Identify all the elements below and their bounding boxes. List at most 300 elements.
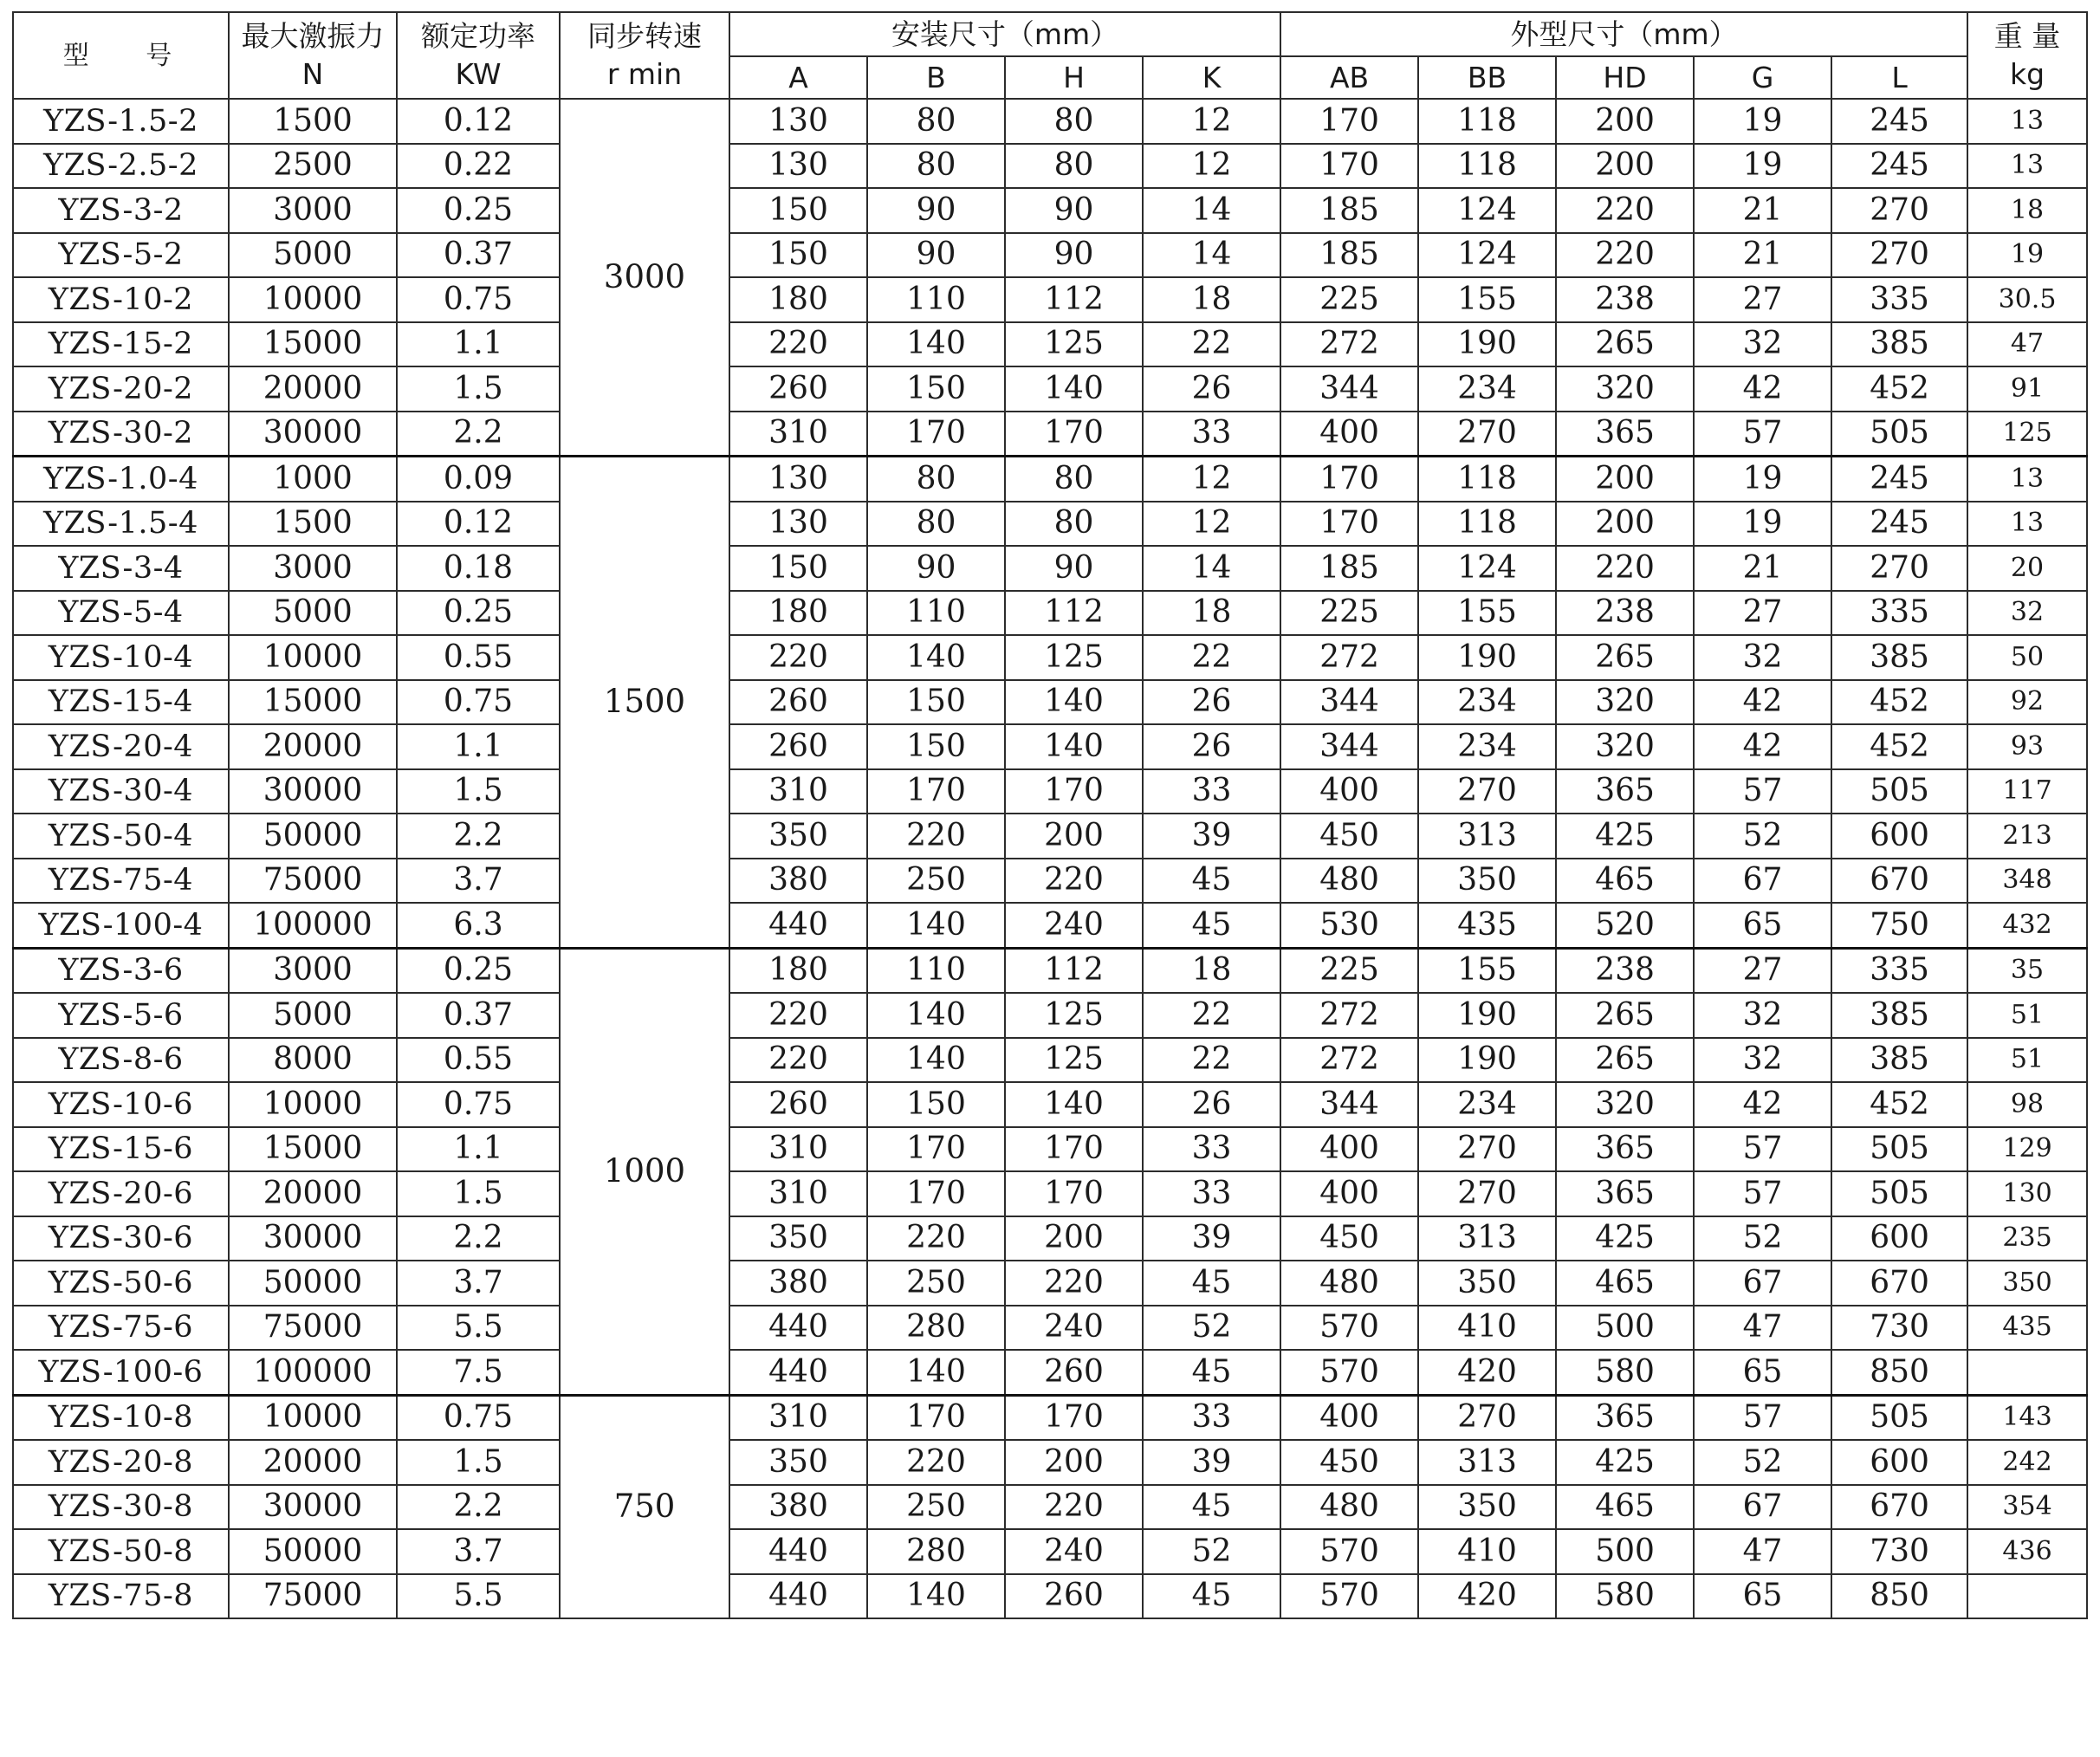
table-row	[13, 814, 2087, 859]
cell-bb: 190	[1418, 322, 1556, 367]
cell-l: 270	[1831, 546, 1967, 591]
cell-bb: 270	[1418, 412, 1556, 457]
cell-k: 45	[1143, 903, 1280, 948]
cell-weight: 13	[1967, 99, 2087, 144]
cell-g: 52	[1694, 1440, 1831, 1485]
cell-speed: 750	[560, 1395, 729, 1618]
cell-hd: 220	[1556, 233, 1694, 278]
cell-weight: 19	[1967, 233, 2087, 278]
cell-max-force: 30000	[229, 1485, 397, 1530]
cell-a: 220	[729, 993, 867, 1038]
cell-bb: 313	[1418, 1216, 1556, 1261]
cell-a: 440	[729, 1529, 867, 1574]
cell-k: 33	[1143, 1395, 1280, 1440]
cell-b: 170	[867, 1395, 1005, 1440]
cell-bb: 118	[1418, 99, 1556, 144]
cell-hd: 238	[1556, 591, 1694, 636]
cell-power: 0.37	[397, 993, 560, 1038]
cell-model: YZS-75-8	[13, 1574, 229, 1619]
table-row	[13, 635, 2087, 680]
cell-speed: 1000	[560, 948, 729, 1395]
cell-l: 385	[1831, 635, 1967, 680]
cell-model: YZS-15-2	[13, 322, 229, 367]
table-row	[13, 1574, 2087, 1619]
cell-weight: 13	[1967, 144, 2087, 189]
cell-model: YZS-100-4	[13, 903, 229, 948]
cell-l: 335	[1831, 277, 1967, 322]
cell-g: 19	[1694, 144, 1831, 189]
header-col-g: G	[1694, 56, 1831, 99]
cell-l: 452	[1831, 680, 1967, 725]
cell-weight: 30.5	[1967, 277, 2087, 322]
cell-ab: 530	[1280, 903, 1418, 948]
cell-power: 0.55	[397, 1038, 560, 1083]
cell-k: 14	[1143, 188, 1280, 233]
cell-l: 670	[1831, 1261, 1967, 1306]
cell-k: 33	[1143, 1127, 1280, 1172]
cell-b: 80	[867, 144, 1005, 189]
cell-hd: 580	[1556, 1574, 1694, 1619]
cell-k: 18	[1143, 277, 1280, 322]
cell-l: 385	[1831, 1038, 1967, 1083]
cell-power: 5.5	[397, 1574, 560, 1619]
cell-power: 0.75	[397, 1082, 560, 1127]
cell-hd: 465	[1556, 1261, 1694, 1306]
table-row	[13, 233, 2087, 278]
cell-g: 27	[1694, 277, 1831, 322]
cell-power: 0.55	[397, 635, 560, 680]
cell-ab: 170	[1280, 144, 1418, 189]
cell-power: 2.2	[397, 1485, 560, 1530]
cell-ab: 570	[1280, 1574, 1418, 1619]
cell-a: 350	[729, 1440, 867, 1485]
cell-bb: 350	[1418, 1261, 1556, 1306]
table-row	[13, 1350, 2087, 1395]
cell-max-force: 15000	[229, 322, 397, 367]
cell-power: 0.75	[397, 1395, 560, 1440]
cell-h: 80	[1005, 502, 1143, 547]
cell-b: 140	[867, 1350, 1005, 1395]
cell-a: 380	[729, 1261, 867, 1306]
cell-a: 150	[729, 233, 867, 278]
cell-weight: 435	[1967, 1306, 2087, 1351]
header-col-b: B	[867, 56, 1005, 99]
spec-table-body	[13, 99, 2087, 1618]
header-col-bb: BB	[1418, 56, 1556, 99]
cell-a: 310	[729, 1127, 867, 1172]
cell-power: 1.5	[397, 366, 560, 412]
cell-b: 170	[867, 412, 1005, 457]
cell-l: 452	[1831, 1082, 1967, 1127]
cell-l: 270	[1831, 233, 1967, 278]
cell-hd: 365	[1556, 412, 1694, 457]
cell-max-force: 1000	[229, 457, 397, 502]
cell-k: 22	[1143, 635, 1280, 680]
cell-k: 14	[1143, 546, 1280, 591]
header-max-force-unit: N	[301, 57, 324, 91]
cell-bb: 124	[1418, 233, 1556, 278]
cell-max-force: 30000	[229, 1216, 397, 1261]
cell-ab: 272	[1280, 1038, 1418, 1083]
cell-b: 220	[867, 814, 1005, 859]
cell-max-force: 75000	[229, 1306, 397, 1351]
cell-weight: 32	[1967, 591, 2087, 636]
cell-bb: 155	[1418, 591, 1556, 636]
table-row	[13, 1171, 2087, 1216]
cell-max-force: 100000	[229, 1350, 397, 1395]
cell-max-force: 10000	[229, 1395, 397, 1440]
cell-a: 310	[729, 769, 867, 814]
cell-g: 67	[1694, 1485, 1831, 1530]
cell-max-force: 75000	[229, 1574, 397, 1619]
cell-bb: 190	[1418, 993, 1556, 1038]
cell-weight: 18	[1967, 188, 2087, 233]
header-col-a: A	[729, 56, 867, 99]
cell-h: 80	[1005, 144, 1143, 189]
cell-weight	[1967, 1350, 2087, 1395]
cell-power: 0.25	[397, 948, 560, 993]
table-row	[13, 412, 2087, 457]
cell-power: 2.2	[397, 1216, 560, 1261]
cell-max-force: 100000	[229, 903, 397, 948]
cell-power: 0.12	[397, 502, 560, 547]
cell-b: 140	[867, 1574, 1005, 1619]
table-row	[13, 144, 2087, 189]
table-row	[13, 457, 2087, 502]
cell-weight: 125	[1967, 412, 2087, 457]
cell-a: 220	[729, 1038, 867, 1083]
table-row	[13, 993, 2087, 1038]
cell-ab: 400	[1280, 412, 1418, 457]
cell-b: 80	[867, 457, 1005, 502]
cell-max-force: 50000	[229, 814, 397, 859]
cell-hd: 365	[1556, 1395, 1694, 1440]
table-row	[13, 724, 2087, 769]
header-speed-unit: r min	[606, 57, 683, 91]
cell-l: 600	[1831, 1216, 1967, 1261]
cell-g: 57	[1694, 1395, 1831, 1440]
cell-ab: 400	[1280, 1171, 1418, 1216]
cell-ab: 480	[1280, 1261, 1418, 1306]
cell-a: 180	[729, 948, 867, 993]
cell-weight: 92	[1967, 680, 2087, 725]
cell-hd: 265	[1556, 993, 1694, 1038]
cell-bb: 270	[1418, 769, 1556, 814]
cell-l: 452	[1831, 724, 1967, 769]
cell-h: 140	[1005, 366, 1143, 412]
cell-weight: 432	[1967, 903, 2087, 948]
cell-h: 200	[1005, 1440, 1143, 1485]
cell-k: 45	[1143, 859, 1280, 904]
cell-g: 47	[1694, 1306, 1831, 1351]
cell-model: YZS-5-4	[13, 591, 229, 636]
cell-max-force: 5000	[229, 591, 397, 636]
cell-h: 112	[1005, 277, 1143, 322]
cell-model: YZS-10-2	[13, 277, 229, 322]
table-row	[13, 1440, 2087, 1485]
cell-k: 12	[1143, 144, 1280, 189]
cell-model: YZS-2.5-2	[13, 144, 229, 189]
cell-k: 52	[1143, 1306, 1280, 1351]
cell-b: 140	[867, 322, 1005, 367]
cell-k: 12	[1143, 99, 1280, 144]
cell-power: 0.37	[397, 233, 560, 278]
cell-g: 19	[1694, 502, 1831, 547]
cell-bb: 190	[1418, 635, 1556, 680]
cell-bb: 313	[1418, 814, 1556, 859]
cell-model: YZS-30-6	[13, 1216, 229, 1261]
cell-l: 505	[1831, 1395, 1967, 1440]
cell-a: 440	[729, 1306, 867, 1351]
cell-hd: 265	[1556, 635, 1694, 680]
cell-hd: 465	[1556, 859, 1694, 904]
cell-h: 80	[1005, 457, 1143, 502]
cell-k: 26	[1143, 680, 1280, 725]
cell-power: 5.5	[397, 1306, 560, 1351]
cell-model: YZS-50-6	[13, 1261, 229, 1306]
cell-h: 125	[1005, 635, 1143, 680]
cell-ab: 450	[1280, 814, 1418, 859]
cell-a: 310	[729, 412, 867, 457]
cell-l: 245	[1831, 502, 1967, 547]
cell-l: 505	[1831, 1171, 1967, 1216]
cell-hd: 425	[1556, 1440, 1694, 1485]
cell-b: 80	[867, 502, 1005, 547]
cell-b: 170	[867, 1171, 1005, 1216]
cell-power: 2.2	[397, 814, 560, 859]
cell-hd: 320	[1556, 366, 1694, 412]
cell-b: 140	[867, 993, 1005, 1038]
cell-a: 440	[729, 1350, 867, 1395]
cell-g: 57	[1694, 1171, 1831, 1216]
cell-hd: 320	[1556, 680, 1694, 725]
cell-b: 280	[867, 1306, 1005, 1351]
cell-power: 0.25	[397, 591, 560, 636]
cell-model: YZS-15-6	[13, 1127, 229, 1172]
cell-b: 150	[867, 366, 1005, 412]
header-power	[397, 12, 560, 99]
cell-g: 52	[1694, 1216, 1831, 1261]
cell-k: 45	[1143, 1350, 1280, 1395]
cell-b: 140	[867, 635, 1005, 680]
cell-weight	[1967, 1574, 2087, 1619]
cell-bb: 270	[1418, 1395, 1556, 1440]
cell-model: YZS-8-6	[13, 1038, 229, 1083]
cell-ab: 570	[1280, 1350, 1418, 1395]
cell-hd: 320	[1556, 724, 1694, 769]
table-row	[13, 1127, 2087, 1172]
table-row	[13, 903, 2087, 948]
cell-ab: 185	[1280, 233, 1418, 278]
cell-ab: 344	[1280, 724, 1418, 769]
cell-model: YZS-20-8	[13, 1440, 229, 1485]
cell-model: YZS-15-4	[13, 680, 229, 725]
cell-max-force: 8000	[229, 1038, 397, 1083]
cell-power: 7.5	[397, 1350, 560, 1395]
cell-l: 245	[1831, 99, 1967, 144]
cell-b: 90	[867, 233, 1005, 278]
header-col-hd: HD	[1556, 56, 1694, 99]
cell-model: YZS-3-2	[13, 188, 229, 233]
cell-b: 250	[867, 1261, 1005, 1306]
cell-g: 67	[1694, 1261, 1831, 1306]
cell-bb: 350	[1418, 859, 1556, 904]
cell-model: YZS-3-6	[13, 948, 229, 993]
cell-max-force: 30000	[229, 412, 397, 457]
cell-a: 380	[729, 1485, 867, 1530]
cell-a: 150	[729, 188, 867, 233]
cell-g: 67	[1694, 859, 1831, 904]
cell-a: 310	[729, 1171, 867, 1216]
cell-a: 260	[729, 1082, 867, 1127]
table-row	[13, 1485, 2087, 1530]
cell-h: 140	[1005, 1082, 1143, 1127]
cell-k: 22	[1143, 1038, 1280, 1083]
cell-power: 0.09	[397, 457, 560, 502]
cell-model: YZS-20-6	[13, 1171, 229, 1216]
cell-h: 112	[1005, 591, 1143, 636]
cell-a: 180	[729, 277, 867, 322]
cell-power: 2.2	[397, 412, 560, 457]
cell-max-force: 50000	[229, 1261, 397, 1306]
cell-l: 850	[1831, 1574, 1967, 1619]
table-row	[13, 1038, 2087, 1083]
cell-weight: 91	[1967, 366, 2087, 412]
cell-power: 6.3	[397, 903, 560, 948]
cell-bb: 234	[1418, 366, 1556, 412]
cell-h: 220	[1005, 1261, 1143, 1306]
cell-l: 335	[1831, 591, 1967, 636]
table-row	[13, 1216, 2087, 1261]
header-max-force-title: 最大激振力	[241, 19, 385, 53]
cell-ab: 570	[1280, 1306, 1418, 1351]
cell-k: 39	[1143, 814, 1280, 859]
cell-weight: 35	[1967, 948, 2087, 993]
cell-g: 19	[1694, 99, 1831, 144]
cell-max-force: 3000	[229, 188, 397, 233]
cell-g: 65	[1694, 1350, 1831, 1395]
cell-model: YZS-50-4	[13, 814, 229, 859]
cell-max-force: 10000	[229, 1082, 397, 1127]
cell-ab: 480	[1280, 859, 1418, 904]
cell-g: 57	[1694, 412, 1831, 457]
cell-h: 170	[1005, 769, 1143, 814]
cell-bb: 190	[1418, 1038, 1556, 1083]
cell-ab: 225	[1280, 591, 1418, 636]
cell-a: 350	[729, 814, 867, 859]
cell-max-force: 75000	[229, 859, 397, 904]
header-col-k: K	[1143, 56, 1280, 99]
cell-model: YZS-75-6	[13, 1306, 229, 1351]
header-col-h: H	[1005, 56, 1143, 99]
cell-a: 130	[729, 502, 867, 547]
cell-hd: 200	[1556, 99, 1694, 144]
cell-max-force: 15000	[229, 1127, 397, 1172]
cell-a: 180	[729, 591, 867, 636]
cell-l: 245	[1831, 457, 1967, 502]
cell-weight: 20	[1967, 546, 2087, 591]
cell-ab: 170	[1280, 457, 1418, 502]
cell-ab: 400	[1280, 769, 1418, 814]
cell-k: 22	[1143, 322, 1280, 367]
cell-g: 21	[1694, 546, 1831, 591]
cell-hd: 220	[1556, 546, 1694, 591]
cell-power: 3.7	[397, 859, 560, 904]
cell-bb: 118	[1418, 144, 1556, 189]
cell-bb: 270	[1418, 1127, 1556, 1172]
cell-power: 1.5	[397, 769, 560, 814]
cell-bb: 270	[1418, 1171, 1556, 1216]
cell-a: 220	[729, 635, 867, 680]
cell-k: 39	[1143, 1440, 1280, 1485]
cell-hd: 500	[1556, 1306, 1694, 1351]
table-row	[13, 277, 2087, 322]
cell-bb: 420	[1418, 1350, 1556, 1395]
cell-h: 220	[1005, 1485, 1143, 1530]
cell-model: YZS-75-4	[13, 859, 229, 904]
cell-power: 0.18	[397, 546, 560, 591]
cell-bb: 155	[1418, 277, 1556, 322]
cell-ab: 170	[1280, 502, 1418, 547]
header-speed-title: 同步转速	[587, 19, 702, 53]
cell-b: 170	[867, 1127, 1005, 1172]
cell-g: 47	[1694, 1529, 1831, 1574]
cell-k: 45	[1143, 1574, 1280, 1619]
table-row	[13, 502, 2087, 547]
cell-hd: 365	[1556, 1127, 1694, 1172]
cell-weight: 235	[1967, 1216, 2087, 1261]
table-row	[13, 546, 2087, 591]
cell-model: YZS-20-2	[13, 366, 229, 412]
cell-g: 42	[1694, 724, 1831, 769]
cell-h: 140	[1005, 680, 1143, 725]
cell-weight: 93	[1967, 724, 2087, 769]
cell-h: 112	[1005, 948, 1143, 993]
cell-g: 27	[1694, 948, 1831, 993]
cell-weight: 13	[1967, 502, 2087, 547]
table-row	[13, 1306, 2087, 1351]
cell-model: YZS-10-4	[13, 635, 229, 680]
cell-h: 260	[1005, 1350, 1143, 1395]
cell-k: 14	[1143, 233, 1280, 278]
cell-h: 80	[1005, 99, 1143, 144]
table-row	[13, 99, 2087, 144]
cell-a: 440	[729, 903, 867, 948]
cell-k: 33	[1143, 769, 1280, 814]
cell-a: 380	[729, 859, 867, 904]
header-speed	[560, 12, 729, 99]
cell-bb: 420	[1418, 1574, 1556, 1619]
cell-max-force: 20000	[229, 1440, 397, 1485]
cell-h: 170	[1005, 1171, 1143, 1216]
cell-b: 90	[867, 546, 1005, 591]
cell-hd: 425	[1556, 814, 1694, 859]
cell-g: 57	[1694, 769, 1831, 814]
cell-bb: 350	[1418, 1485, 1556, 1530]
cell-max-force: 5000	[229, 993, 397, 1038]
header-weight	[1967, 12, 2087, 99]
cell-hd: 465	[1556, 1485, 1694, 1530]
cell-b: 220	[867, 1440, 1005, 1485]
cell-l: 850	[1831, 1350, 1967, 1395]
cell-b: 140	[867, 1038, 1005, 1083]
cell-weight: 350	[1967, 1261, 2087, 1306]
cell-weight: 98	[1967, 1082, 2087, 1127]
cell-hd: 320	[1556, 1082, 1694, 1127]
cell-ab: 170	[1280, 99, 1418, 144]
table-row	[13, 859, 2087, 904]
cell-power: 1.5	[397, 1440, 560, 1485]
